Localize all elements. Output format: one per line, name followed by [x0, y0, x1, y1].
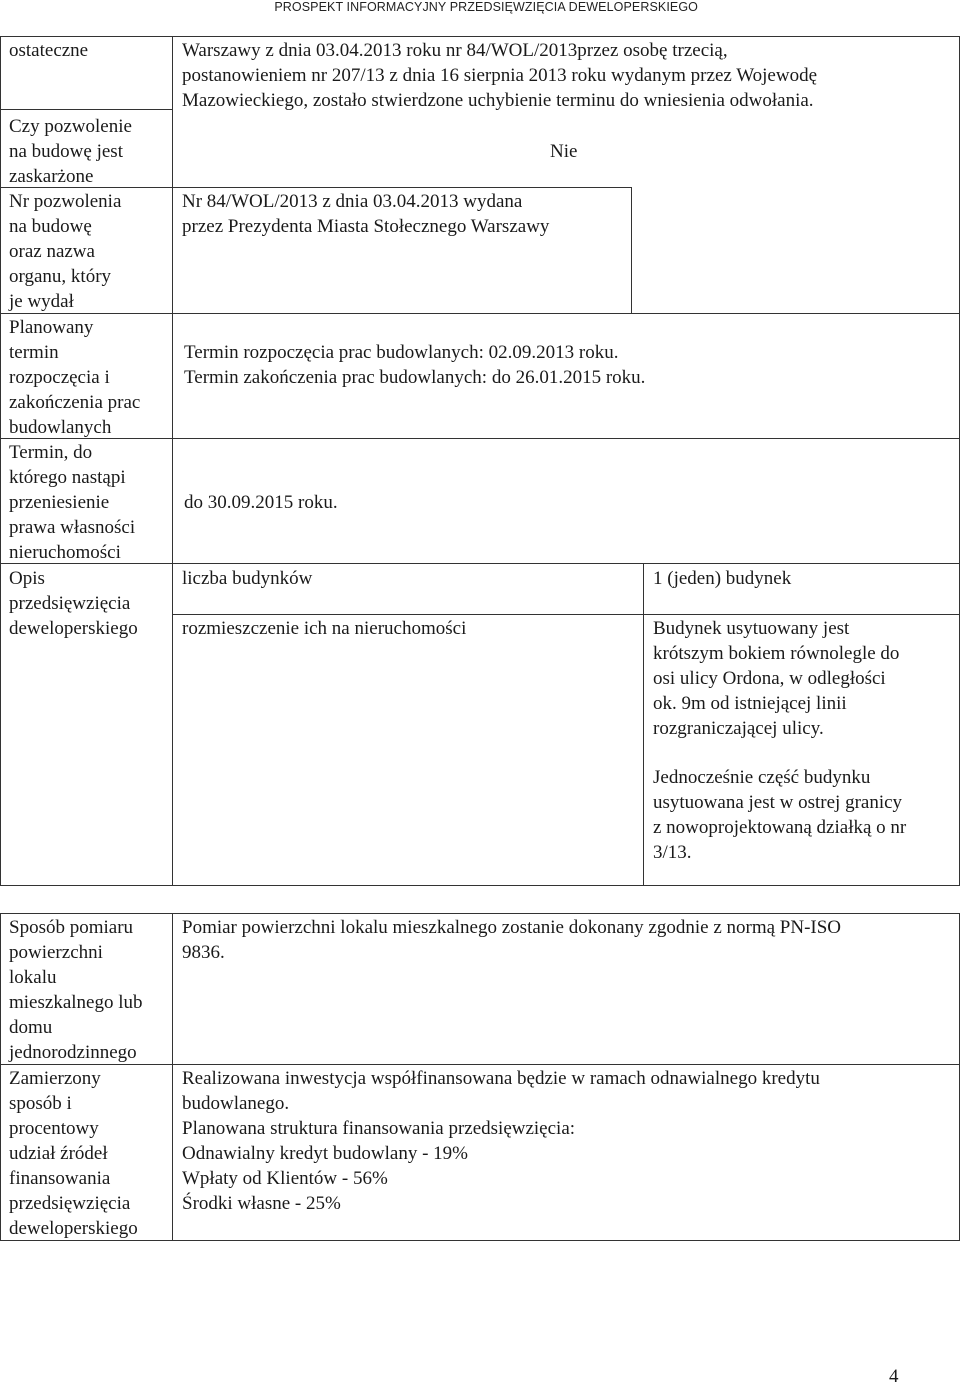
placement-text-line: 3/13. [653, 842, 692, 863]
row-label-measurement: domu [9, 1017, 53, 1038]
financing-value-line: Wpłaty od Klientów - 56% [182, 1168, 388, 1189]
row-label-financing: udział źródeł [9, 1143, 108, 1164]
row-label-transfer: Termin, do [9, 442, 93, 463]
permit-value-line: Nr 84/WOL/2013 z dnia 03.04.2013 wydana [182, 191, 523, 212]
row-label-schedule: zakończenia prac [9, 392, 141, 413]
row-label-permit: je wydał [9, 291, 74, 312]
row-label-appealed: zaskarżone [9, 166, 94, 187]
measurement-value-line: 9836. [182, 942, 225, 963]
row-label-transfer: prawa własności [9, 517, 136, 538]
row-label-financing: sposób i [9, 1093, 72, 1114]
placement-label: rozmieszczenie ich na nieruchomości [182, 618, 467, 639]
row-label-permit: oraz nazwa [9, 241, 95, 262]
financing-value-line: budowlanego. [182, 1093, 290, 1114]
placement-text-line: osi ulicy Ordona, w odległości [653, 668, 886, 689]
column-divider [631, 187, 632, 314]
row-label-transfer: którego nastąpi [9, 467, 126, 488]
row-label-financing: procentowy [9, 1118, 99, 1139]
row-label-permit: organu, który [9, 266, 112, 287]
placement-text-line: rozgraniczającej ulicy. [653, 718, 824, 739]
buildings-count-label: liczba budynków [182, 568, 313, 589]
row-label-financing: deweloperskiego [9, 1218, 138, 1239]
row-label-measurement: lokalu [9, 967, 57, 988]
row-label-measurement: Sposób pomiaru [9, 917, 134, 938]
row-divider [172, 614, 960, 615]
permit-value-line: przez Prezydenta Miasta Stołecznego Warszawy [182, 216, 550, 237]
row-label-financing: Zamierzony [9, 1068, 101, 1089]
column-divider [172, 913, 173, 1241]
row-label-appealed: na budowę jest [9, 141, 123, 162]
row-label-financing: finansowania [9, 1168, 111, 1189]
schedule-value-line: Termin rozpoczęcia prac budowlanych: 02.09.2013 roku. [184, 342, 619, 363]
financing-value-line: Planowana struktura finansowania przedsięwzięcia: [182, 1118, 576, 1139]
placement-text-line: Budynek usytuowany jest [653, 618, 850, 639]
row-divider [0, 187, 632, 188]
row-label-final: ostateczne [9, 40, 89, 61]
row-divider [0, 313, 960, 314]
table-border-top [0, 36, 960, 37]
row-label-description: przedsięwzięcia [9, 593, 131, 614]
final-text-line: postanowieniem nr 207/13 z dnia 16 sierpnia 2013 roku wydanym przez Wojewodę [182, 65, 817, 86]
column-divider [643, 563, 644, 886]
row-label-schedule: termin [9, 342, 59, 363]
row-label-financing: przedsięwzięcia [9, 1193, 131, 1214]
row-divider [0, 1064, 960, 1065]
column-divider [172, 36, 173, 886]
placement-text-line: usytuowana jest w ostrej granicy [653, 792, 903, 813]
row-label-schedule: rozpoczęcia i [9, 367, 110, 388]
page-number: 4 [889, 1366, 899, 1387]
financing-value-line: Realizowana inwestycja współfinansowana będzie w ramach odnawialnego kredytu [182, 1068, 820, 1089]
financing-value-line: Odnawialny kredyt budowlany - 19% [182, 1143, 468, 1164]
financing-value-line: Środki własne - 25% [182, 1193, 341, 1214]
row-label-transfer: przeniesienie [9, 492, 110, 513]
row-label-transfer: nieruchomości [9, 542, 121, 563]
row-label-measurement: jednorodzinnego [9, 1042, 137, 1063]
buildings-count-value: 1 (jeden) budynek [653, 568, 792, 589]
appealed-value: Nie [550, 141, 578, 162]
placement-text-line: Jednocześnie część budynku [653, 767, 871, 788]
table-border-left [0, 36, 1, 886]
table-border-bottom [0, 1240, 960, 1241]
row-divider [0, 109, 172, 110]
row-label-schedule: Planowany [9, 317, 94, 338]
table-border-left [0, 913, 1, 1241]
row-label-measurement: powierzchni [9, 942, 103, 963]
final-text-line: Mazowieckiego, zostało stwierdzone uchybienie terminu do wniesienia odwołania. [182, 90, 814, 111]
placement-text-line: krótszym bokiem równolegle do [653, 643, 900, 664]
schedule-value-line: Termin zakończenia prac budowlanych: do 26.01.2015 roku. [184, 367, 646, 388]
placement-text-line: ok. 9m od istniejącej linii [653, 693, 847, 714]
row-label-appealed: Czy pozwolenie [9, 116, 132, 137]
row-label-permit: na budowę [9, 216, 92, 237]
row-label-description: Opis [9, 568, 45, 589]
transfer-value: do 30.09.2015 roku. [184, 492, 338, 513]
row-divider [0, 563, 960, 564]
row-label-measurement: mieszkalnego lub [9, 992, 143, 1013]
measurement-value-line: Pomiar powierzchni lokalu mieszkalnego zostanie dokonany zgodnie z normą PN-ISO [182, 917, 842, 938]
row-label-permit: Nr pozwolenia [9, 191, 122, 212]
placement-text-line: z nowoprojektowaną działką o nr [653, 817, 907, 838]
final-text-line: Warszawy z dnia 03.04.2013 roku nr 84/WOL/2013przez osobę trzecią, [182, 40, 728, 61]
row-divider [0, 438, 960, 439]
row-label-schedule: budowlanych [9, 417, 112, 438]
table-border-top [0, 913, 960, 914]
page-header: PROSPEKT INFORMACYJNY PRZEDSIĘWZIĘCIA DEWELOPERSKIEGO [274, 0, 698, 14]
row-label-description: deweloperskiego [9, 618, 138, 639]
table-border-bottom [0, 885, 960, 886]
